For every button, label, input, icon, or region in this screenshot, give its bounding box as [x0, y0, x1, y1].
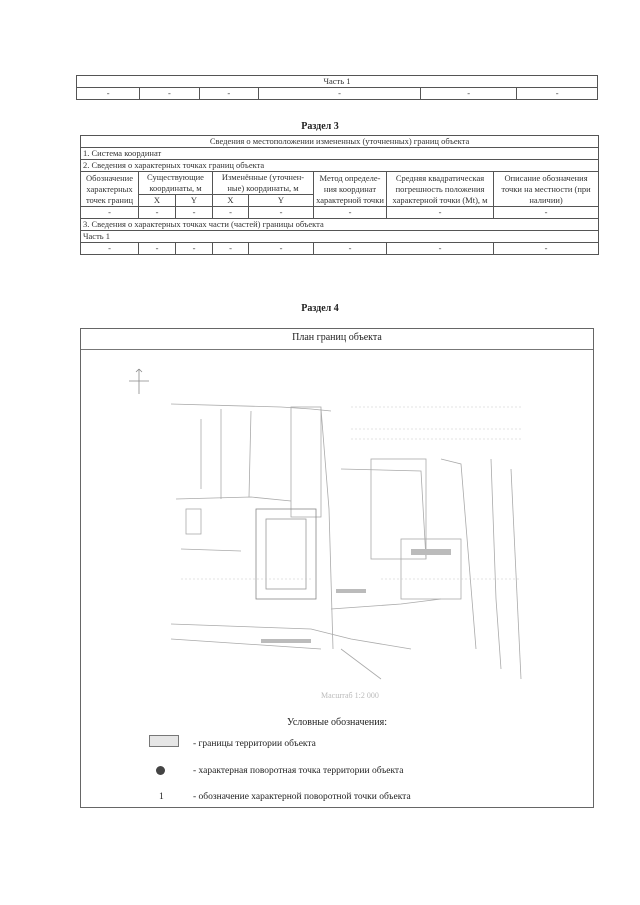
table-cell: - — [314, 243, 387, 255]
turning-point-dot-icon — [156, 766, 165, 775]
table-cell: - — [249, 243, 314, 255]
col-accuracy — [387, 172, 494, 207]
north-arrow-icon — [129, 369, 149, 394]
map-frame — [80, 328, 594, 808]
map-scale-label: Масштаб 1:2 000 — [321, 691, 379, 700]
section3-table-header: Сведения о местоположении измененных (уточненных) границ объекта — [81, 136, 599, 148]
header-line: наличии) — [529, 194, 563, 205]
table-cell: - — [387, 243, 494, 255]
part1-cell: - — [199, 88, 258, 100]
header-line: Средняя квадратическая — [395, 172, 485, 183]
header-line: характерной точки (Mt), м — [392, 194, 488, 205]
col-existing — [139, 172, 213, 195]
row-part1: Часть 1 — [81, 231, 599, 243]
header-line: точек границ — [85, 194, 134, 205]
header-line: характерной точки — [316, 194, 384, 205]
header-line: погрешность положения — [395, 183, 485, 194]
map-title: План границ объекта — [81, 329, 593, 350]
header-line: Обозначение — [86, 172, 133, 183]
table-cell: - — [387, 207, 494, 219]
row-part-points: 3. Сведения о характерных точках части (частей) границы объекта — [81, 219, 599, 231]
header-line: Описание обозначения — [504, 172, 588, 183]
legend-text: - характерная поворотная точка территории объекта — [193, 766, 404, 776]
table-cell: - — [249, 207, 314, 219]
col-x: X — [213, 195, 249, 207]
section4-title: Раздел 4 — [301, 303, 339, 314]
table-cell: - — [176, 243, 213, 255]
table-cell: - — [213, 207, 249, 219]
row-points-header: 2. Сведения о характерных точках границ объекта — [81, 160, 599, 172]
header-line: точки на местности (при — [501, 183, 591, 194]
table-cell: - — [81, 207, 139, 219]
cadastral-plan-map — [81, 349, 593, 719]
row-coord-system: 1. Система координат — [81, 148, 599, 160]
part1-title: Часть 1 — [77, 76, 598, 88]
table-cell: - — [139, 243, 176, 255]
part1-cell: - — [421, 88, 517, 100]
part1-cell: - — [517, 88, 598, 100]
header-line: ные) координаты, м — [227, 183, 299, 193]
map-hatching — [261, 549, 451, 643]
table-cell: - — [213, 243, 249, 255]
table-cell: - — [139, 207, 176, 219]
header-line: характерных — [86, 183, 133, 194]
legend-title: Условные обозначения: — [286, 717, 387, 728]
header-line: Метод определе- — [319, 172, 381, 183]
header-line: Изменённые (уточнен- — [221, 172, 305, 182]
section3-table — [80, 135, 599, 255]
col-y: Y — [249, 195, 314, 207]
legend-boundary-icon — [149, 735, 179, 747]
part1-cell: - — [140, 88, 199, 100]
table-cell: - — [494, 243, 599, 255]
section3-title: Раздел 3 — [301, 121, 339, 132]
map-lines — [129, 369, 521, 679]
legend-text: - обозначение характерной поворотной точки объекта — [193, 792, 411, 802]
legend-point-number-symbol: 1 — [159, 792, 164, 802]
col-y: Y — [176, 195, 213, 207]
col-description — [494, 172, 599, 207]
part1-cell: - — [77, 88, 140, 100]
table-cell: - — [81, 243, 139, 255]
header-line: Существующие — [147, 172, 204, 182]
legend-text: - границы территории объекта — [193, 739, 316, 749]
col-changed — [213, 172, 314, 195]
header-line: ния координат — [323, 183, 377, 194]
table-cell: - — [176, 207, 213, 219]
table-cell: - — [314, 207, 387, 219]
part1-table — [76, 75, 598, 100]
part1-cell: - — [258, 88, 420, 100]
col-x: X — [139, 195, 176, 207]
table-cell: - — [494, 207, 599, 219]
map-dashed-lines — [181, 407, 521, 579]
col-designation — [81, 172, 139, 207]
col-method — [314, 172, 387, 207]
header-line: координаты, м — [149, 183, 202, 193]
